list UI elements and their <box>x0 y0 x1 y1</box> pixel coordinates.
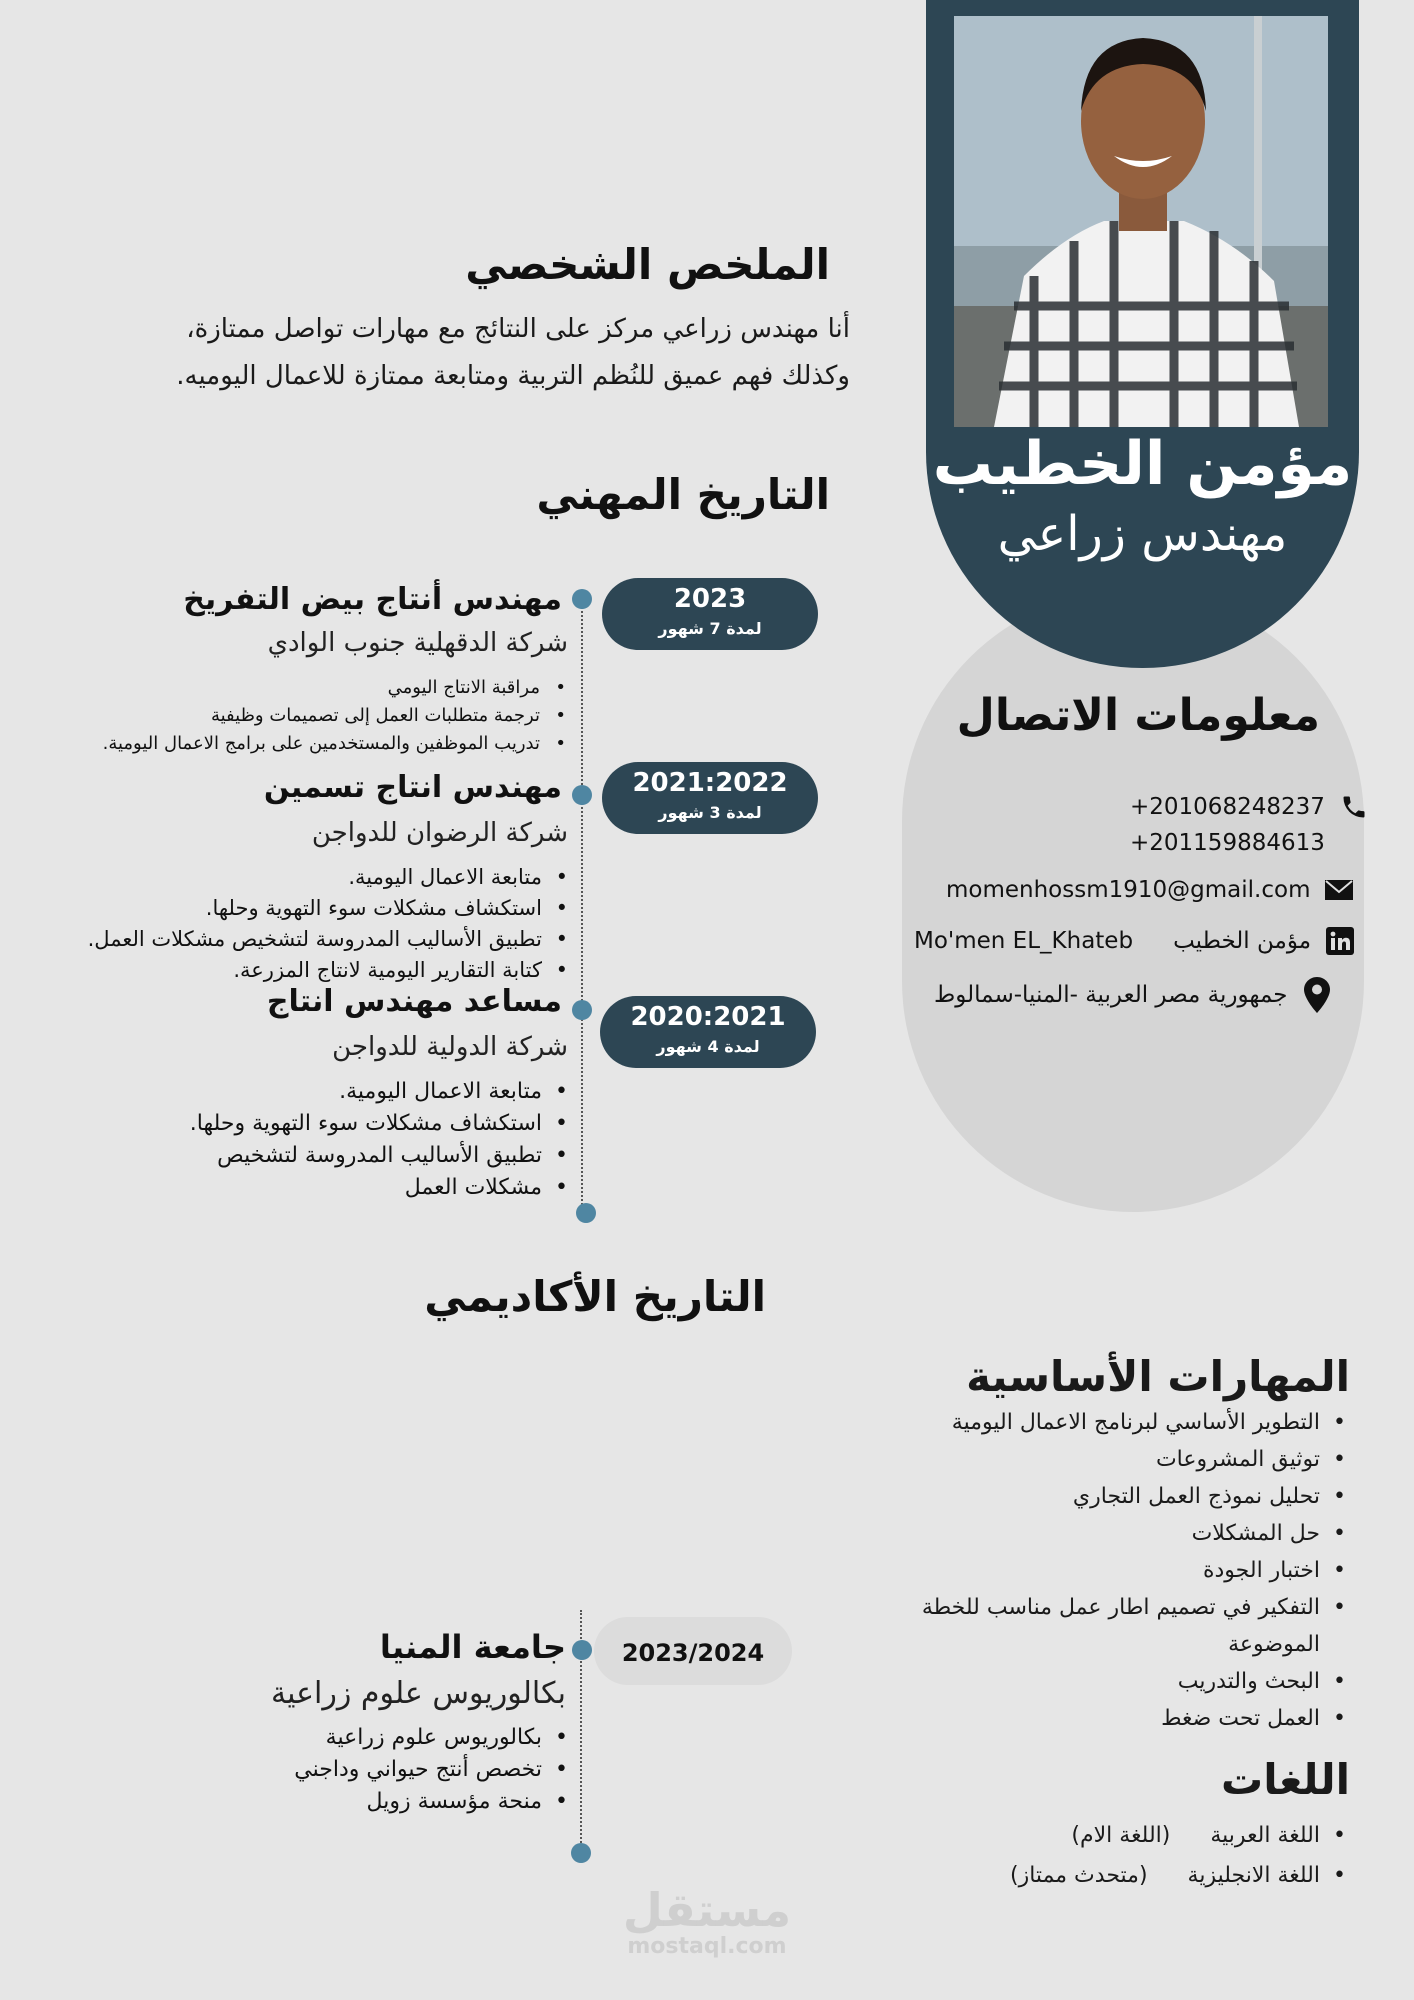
job-year: 2020:2021 <box>630 1002 786 1032</box>
job-duties <box>10 862 572 986</box>
skills-list <box>905 1404 1350 1737</box>
watermark-ar: مستقل <box>622 1883 792 1937</box>
academic-year: 2023/2024 <box>621 1639 765 1667</box>
skill-item: • حل المشكلات <box>905 1515 1350 1552</box>
job-company: شركة الدولية للدواجن <box>332 1032 568 1062</box>
linkedin-icon <box>1325 926 1355 956</box>
skills-heading: المهارات الأساسية <box>966 1352 1350 1401</box>
job-duty-continued <box>100 1172 572 1204</box>
profile-title: مهندس زراعي <box>997 506 1288 562</box>
address-text: جمهورية مصر العربية -المنيا-سمالوط <box>934 982 1288 1008</box>
language-name: • اللغة العربية <box>1210 1823 1320 1848</box>
job-duty-text: مشكلات العمل <box>404 1175 542 1200</box>
job-duty: • كتابة التقارير اليومية لانتاج المزرعة. <box>10 955 572 986</box>
career-heading: التاريخ المهني <box>536 470 830 519</box>
job-duration: لمدة 3 شهور <box>658 803 762 822</box>
job-duty: • تطبيق الأساليب المدروسة لتشخيص مشكلات العمل. <box>10 924 572 955</box>
timeline-dot <box>572 1640 592 1660</box>
job-year: 2023 <box>673 584 747 614</box>
language-level: (متحدث ممتاز) <box>1010 1863 1148 1888</box>
job-date-pill <box>600 996 816 1068</box>
skill-item: • التطوير الأساسي لبرنامج الاعمال اليومية <box>905 1404 1350 1441</box>
watermark-logo <box>612 1885 802 1959</box>
academic-date-pill <box>594 1617 792 1685</box>
job-title: مساعد مهندس انتاج <box>266 984 562 1019</box>
job-duties <box>20 674 570 758</box>
skill-item: • توثيق المشروعات <box>905 1441 1350 1478</box>
language-item <box>960 1816 1350 1856</box>
academic-detail: • بكالوريوس علوم زراعية <box>200 1722 572 1754</box>
location-pin-icon <box>1302 980 1332 1010</box>
job-duration: لمدة 7 شهور <box>658 619 762 638</box>
phone-row-2 <box>1130 830 1325 856</box>
language-item <box>960 1856 1350 1896</box>
timeline-dot <box>576 1203 596 1223</box>
phone-1[interactable]: +201068248237 <box>1130 794 1325 820</box>
degree-name: بكالوريوس علوم زراعية <box>271 1676 566 1711</box>
job-title: مهندس أنتاج بيض التفريخ <box>183 582 562 617</box>
email-icon <box>1324 875 1354 905</box>
academic-details <box>200 1722 572 1818</box>
languages-heading: اللغات <box>1221 1755 1350 1804</box>
skill-item: • العمل تحت ضغط <box>905 1700 1350 1737</box>
job-duty: • استكشاف مشكلات سوء التهوية وحلها. <box>100 1108 572 1140</box>
language-level: (اللغة الام) <box>1071 1823 1171 1848</box>
summary-line: وكذلك فهم عميق للنُظم التربية ومتابعة ممتازة للاعمال اليوميه. <box>176 361 850 391</box>
watermark-en: mostaql.com <box>627 1934 787 1959</box>
language-name: • اللغة الانجليزية <box>1187 1863 1320 1888</box>
job-title: مهندس انتاج تسمين <box>263 770 562 805</box>
job-company: شركة الرضوان للدواجن <box>311 818 568 848</box>
timeline-dot <box>572 589 592 609</box>
job-company: شركة الدقهلية جنوب الوادي <box>267 628 568 658</box>
job-year: 2021:2022 <box>632 768 788 798</box>
profile-name: مؤمن الخطيب <box>932 429 1353 499</box>
skill-item: • البحث والتدريب <box>905 1663 1350 1700</box>
job-duty: • مراقبة الانتاج اليومي <box>20 674 570 702</box>
timeline-dot <box>572 785 592 805</box>
job-duty: • تطبيق الأساليب المدروسة لتشخيص <box>100 1140 572 1172</box>
timeline-dot <box>572 1000 592 1020</box>
job-duration: لمدة 4 شهور <box>656 1037 760 1056</box>
job-date-pill <box>602 762 818 834</box>
email-row <box>946 875 1354 905</box>
career-timeline-line <box>581 600 583 1212</box>
languages-list <box>960 1816 1350 1896</box>
summary-line: أنا مهندس زراعي مركز على النتائج مع مهارات تواصل ممتازة، <box>186 314 850 344</box>
summary-heading: الملخص الشخصي <box>465 240 830 289</box>
profile-photo <box>954 16 1328 427</box>
linkedin-row <box>914 926 1355 956</box>
phone-row <box>1130 792 1369 822</box>
academic-heading: التاريخ الأكاديمي <box>424 1272 766 1321</box>
job-duty: • متابعة الاعمال اليومية. <box>100 1076 572 1108</box>
email-address[interactable]: momenhossm1910@gmail.com <box>946 877 1311 903</box>
linkedin-name-ar[interactable]: مؤمن الخطيب <box>1173 928 1312 954</box>
address-row <box>934 980 1332 1010</box>
skill-item: • التفكير في تصميم اطار عمل مناسب للخطة الموضوعة <box>905 1589 1350 1663</box>
contact-heading: معلومات الاتصال <box>956 690 1320 741</box>
skill-item: • اختبار الجودة <box>905 1552 1350 1589</box>
job-duty: • متابعة الاعمال اليومية. <box>10 862 572 893</box>
academic-detail: • تخصص أنتج حيواني وداجني <box>200 1754 572 1786</box>
job-duties <box>100 1076 572 1204</box>
summary-text <box>40 306 850 400</box>
university-name: جامعة المنيا <box>379 1628 566 1666</box>
job-date-pill <box>602 578 818 650</box>
timeline-dot <box>571 1843 591 1863</box>
phone-2[interactable]: +201159884613 <box>1130 830 1325 856</box>
linkedin-name-en[interactable]: Mo'men EL_Khateb <box>914 928 1134 954</box>
job-duty: • تدريب الموظفين والمستخدمين على برامج الاعمال اليومية. <box>20 730 570 758</box>
job-duty: • استكشاف مشكلات سوء التهوية وحلها. <box>10 893 572 924</box>
phone-icon <box>1339 792 1369 822</box>
skill-item: • تحليل نموذج العمل التجاري <box>905 1478 1350 1515</box>
job-duty: • ترجمة متطلبات العمل إلى تصميمات وظيفية <box>20 702 570 730</box>
academic-detail: • منحة مؤسسة زويل <box>200 1786 572 1818</box>
